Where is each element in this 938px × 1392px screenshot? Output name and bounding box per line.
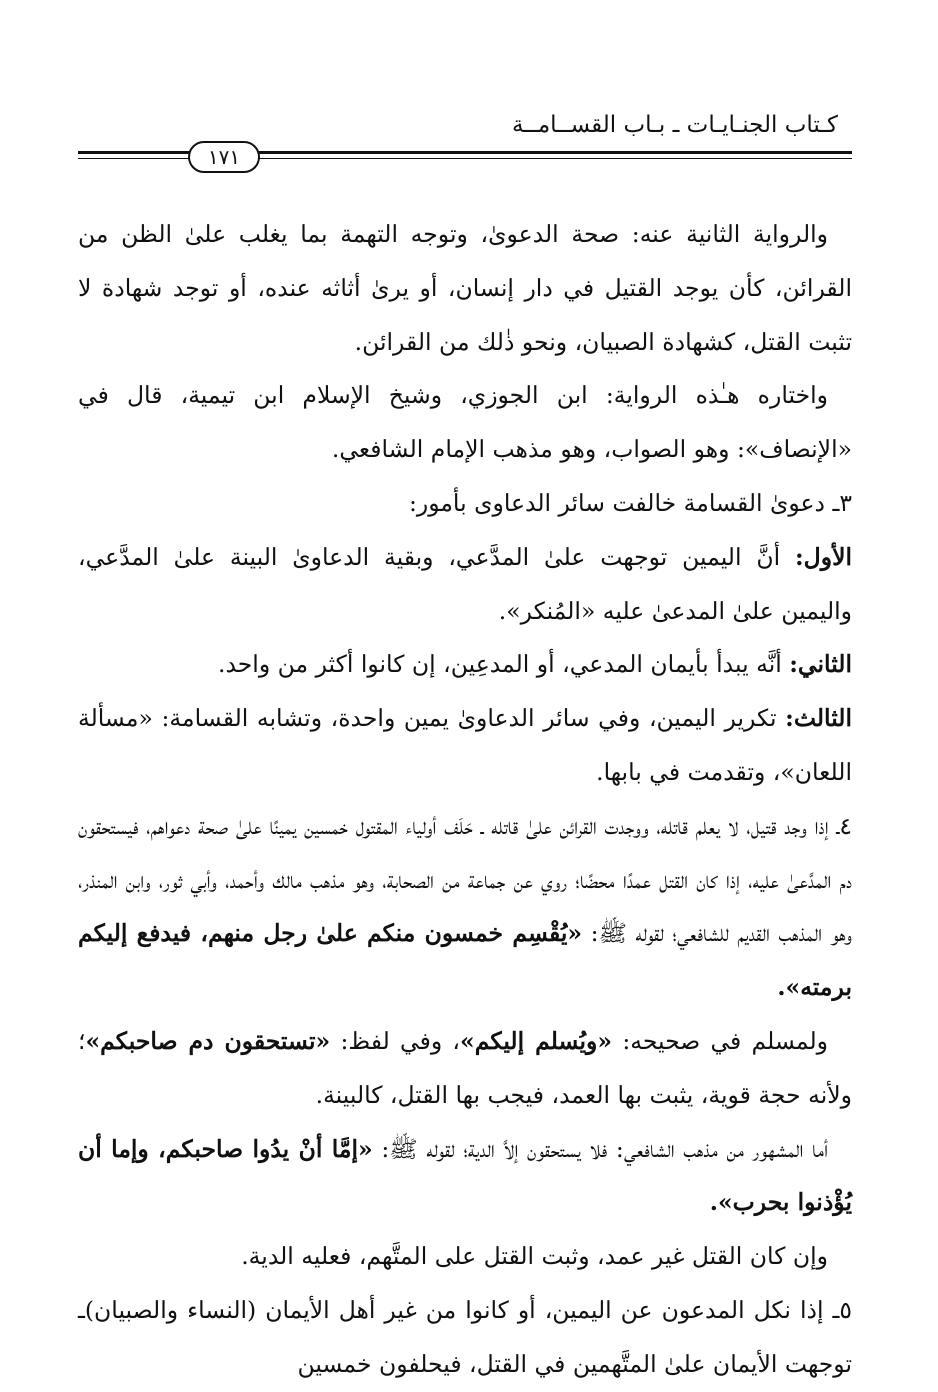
paragraph-text: ، وفي لفظ: xyxy=(340,1026,461,1055)
label-first: الأول: xyxy=(794,542,852,571)
running-title: كـتاب الجنـايـات ـ بـاب القســامــة xyxy=(512,112,838,138)
difference-first xyxy=(78,531,852,639)
label-third: الثالث: xyxy=(785,704,852,733)
paragraph-shafii xyxy=(78,1123,852,1231)
page-number-badge xyxy=(188,141,260,173)
book-page xyxy=(78,108,852,1378)
label-second: الثاني: xyxy=(789,650,852,679)
point-5 xyxy=(78,1284,852,1392)
paragraph-text: ٤ـ إذا وجد قتيل، لا يعلم قاتله، ووجدت القرائن علىٰ قاتله ـ حَلَف أولياء المقتول خمسين يمينًا علىٰ صحة دعواهم، فيستحقون دم المدَّعىٰ عليه، إذا كان القتل عمدًا محضًا؛ روي عن جماعة من الصحابة، وهو مذهب مالك وأحمد، وأبي ثور، وابن المنذر، وهو المذهب القديم للشافعي؛ لقوله ﷺ: xyxy=(78,811,852,948)
paragraph-text: ؛ ولأنه حجة قوية، يثبت بها العمد، فيجب بها القتل، كالبينة. xyxy=(78,1026,852,1109)
paragraph-text: ٥ـ إذا نكل المدعون عن اليمين، أو كانوا من غير أهل الأيمان (النساء والصبيان)ـ توجهت الأيمان علىٰ المتَّهمين في القتل، فيحلفون خمسين xyxy=(78,1295,852,1378)
page-body xyxy=(78,208,852,1392)
paragraph-non-intentional xyxy=(78,1230,852,1284)
page-header xyxy=(78,108,852,172)
paragraph-text: والرواية الثانية عنه: صحة الدعوىٰ، وتوجه التهمة بما يغلب علىٰ الظن من القرائن، كأن يوجد القتيل في دار إنسان، أو يرىٰ أثاثه عنده، أو توجد شهادة لا تثبت القتل، كشهادة الصبيان، ونحو ذٰلك من القرائن. xyxy=(78,220,852,356)
hadith-quote: «ويُسلم إليكم» xyxy=(460,1026,613,1055)
point-4 xyxy=(78,800,852,1015)
paragraph-text: تكرير اليمين، وفي سائر الدعاوىٰ يمين واحدة، وتشابه القسامة: «مسألة اللعان»، وتقدمت في بابها. xyxy=(78,704,852,786)
difference-third xyxy=(78,692,852,800)
paragraph-text: وإن كان القتل غير عمد، وثبت القتل على المتَّهم، فعليه الدية. xyxy=(241,1242,828,1271)
paragraph-muslim xyxy=(78,1015,852,1123)
hadith-quote: «يُقْسِم خمسون منكم علىٰ رجل منهم، فيدفع إليكم برمته». xyxy=(78,919,852,1002)
hadith-quote: «تستحقون دم صاحبكم» xyxy=(85,1026,331,1055)
hadith-quote: «إمَّا أنْ يدُوا صاحبكم، وإما أن يُؤْذنوا بحرب». xyxy=(78,1134,852,1217)
point-3-heading xyxy=(78,477,852,531)
paragraph-text: واختاره هـٰذه الرواية: ابن الجوزي، وشيخ الإسلام ابن تيمية، قال في «الإنصاف»: وهو الصواب، وهو مذهب الإمام الشافعي. xyxy=(78,381,852,464)
paragraph-text: ولمسلم في صحيحه: xyxy=(622,1026,829,1055)
paragraph-text: ٣ـ دعوىٰ القسامة خالفت سائر الدعاوى بأمور: xyxy=(408,488,852,517)
paragraph-chosen-by xyxy=(78,369,852,477)
paragraph-text: أنَّ اليمين توجهت علىٰ المدَّعي، وبقية الدعاوىٰ البينة علىٰ المدَّعي، واليمين علىٰ المدعىٰ عليه «المُنكر». xyxy=(78,542,852,625)
paragraph-second-narration xyxy=(78,208,852,369)
paragraph-text: أنَّه يبدأ بأيمان المدعي، أو المدعِين، إن كانوا أكثر من واحد. xyxy=(217,650,782,679)
paragraph-text: أما المشهور من مذهب الشافعي: فلا يستحقون إلاَّ الدية؛ لقوله ﷺ: xyxy=(381,1134,828,1163)
page-number: ١٧١ xyxy=(207,145,241,169)
difference-second xyxy=(78,638,852,692)
